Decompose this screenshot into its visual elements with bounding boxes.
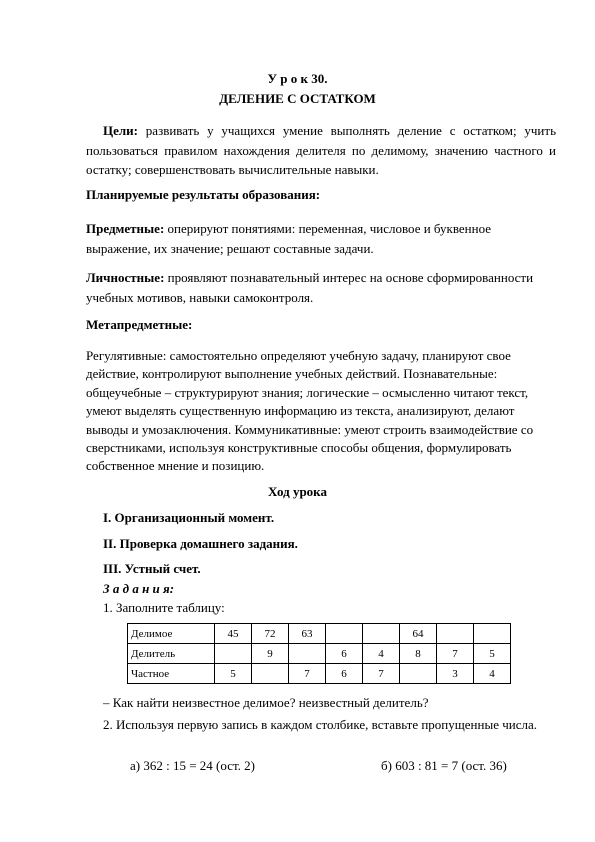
task-1: 1. Заполните таблицу: (103, 600, 225, 615)
meta-heading: Метапредметные: (86, 317, 193, 332)
table-cell: 7 (289, 664, 326, 684)
subject-text: оперируют понятиями: переменная, числовое и буквенное выражение, их значение; решают составные задачи. (86, 221, 492, 256)
row-label: Делимое (128, 624, 215, 644)
table-cell: 6 (326, 644, 363, 664)
row-label: Частное (128, 664, 215, 684)
personal-label: Личностные: (86, 270, 165, 285)
goals-label: Цели: (103, 123, 138, 138)
table-cell: 63 (289, 624, 326, 644)
personal-paragraph (86, 268, 556, 307)
table-cell (252, 664, 289, 684)
results-heading: Планируемые результаты образования: (86, 187, 321, 202)
course-heading: Ход урока (268, 484, 327, 499)
table-cell: 7 (437, 644, 474, 664)
table-cell: 4 (474, 664, 511, 684)
table-cell: 5 (474, 644, 511, 664)
table-cell: 9 (252, 644, 289, 664)
table-cell: 3 (437, 664, 474, 684)
table-cell (363, 624, 400, 644)
table-cell: 7 (363, 664, 400, 684)
table-cell: 8 (400, 644, 437, 664)
table-row-dividend (128, 624, 511, 644)
table-cell (400, 664, 437, 684)
table-cell: 72 (252, 624, 289, 644)
task-2: 2. Используя первую запись в каждом столбике, вставьте пропущенные числа. (103, 717, 537, 732)
goals-paragraph (86, 121, 556, 180)
question-text: – Как найти неизвестное делимое? неизвестный делитель? (103, 695, 429, 710)
lesson-title: ДЕЛЕНИЕ С ОСТАТКОМ (219, 91, 376, 106)
table-cell (289, 644, 326, 664)
table-cell: 64 (400, 624, 437, 644)
lesson-number: У р о к 30. (267, 71, 328, 86)
table-cell: 45 (215, 624, 252, 644)
example-b: б) 603 : 81 = 7 (ост. 36) (381, 758, 507, 773)
goals-text: развивать у учащихся умение выполнять деление с остатком; учить пользоваться правилом нахождения делителя по делимому, значению частного и остатку; совершенствовать вычислительные навыки. (86, 123, 556, 177)
table-cell (326, 624, 363, 644)
stage-3: III. Устный счет. (103, 561, 201, 576)
row-label: Делитель (128, 644, 215, 664)
example-a: а) 362 : 15 = 24 (ост. 2) (130, 758, 255, 773)
personal-text: проявляют познавательный интерес на основе сформированности учебных мотивов, навыки самоконтроля. (86, 270, 534, 305)
subject-paragraph (86, 219, 556, 258)
table-cell (437, 624, 474, 644)
stage-1: I. Организационный момент. (103, 510, 275, 525)
table-cell: 6 (326, 664, 363, 684)
division-table (127, 623, 511, 684)
table-row-quotient (128, 664, 511, 684)
meta-paragraph: Регулятивные: самостоятельно определяют учебную задачу, планируют свое действие, контролируют выполнение учебных действий. Познавательные: общеучебные – структурируют знания; логические – осмысленно читают текст, умеют выделять существенную информацию из текста, анализируют, делают выводы и умозаключения. Коммуникативные: умеют строить взаимодействие со сверстниками, используя конструктивные способы общения, формулировать собственное мнение и позицию. (86, 348, 534, 474)
stage-2: II. Проверка домашнего задания. (103, 536, 298, 551)
tasks-label: З а д а н и я: (103, 581, 175, 596)
table-cell: 4 (363, 644, 400, 664)
table-cell (474, 624, 511, 644)
table-cell: 5 (215, 664, 252, 684)
table-cell (215, 644, 252, 664)
table-row-divisor (128, 644, 511, 664)
subject-label: Предметные: (86, 221, 165, 236)
